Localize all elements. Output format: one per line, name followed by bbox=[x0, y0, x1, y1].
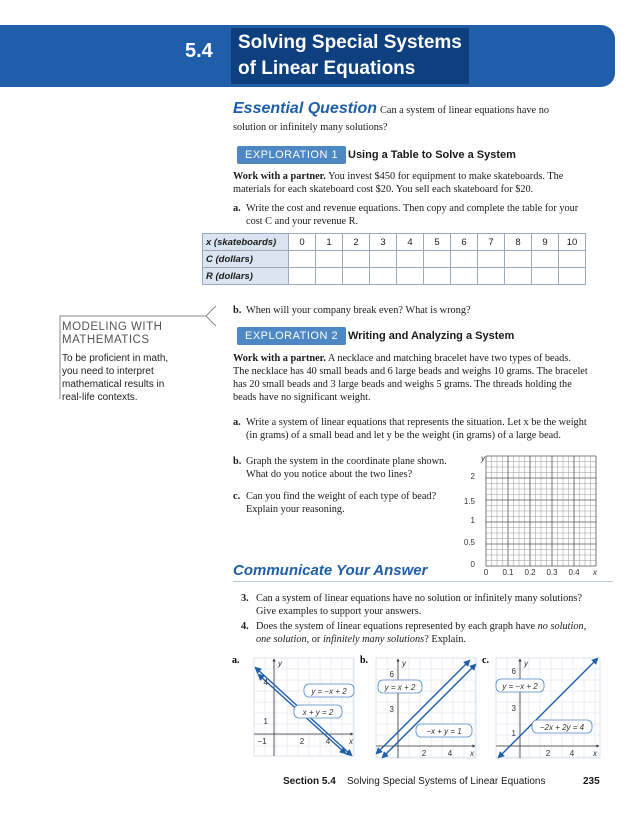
table-row-r bbox=[203, 268, 586, 285]
section-title-line2: of Linear Equations bbox=[238, 58, 416, 79]
grid-y-label: y bbox=[481, 454, 485, 463]
graph-a-y-tick: 4 bbox=[263, 678, 268, 687]
sidebar-heading1: MODELING WITH bbox=[62, 321, 163, 333]
table-cell: 7 bbox=[478, 234, 505, 251]
graph-a-y-label: y bbox=[278, 659, 282, 668]
section-number: 5.4 bbox=[185, 40, 213, 62]
exploration2-part-c-label: c. bbox=[233, 491, 241, 502]
grid-x-tick: 0 bbox=[483, 568, 489, 577]
q3-number: 3. bbox=[241, 593, 249, 604]
sidebar-line3: mathematical results in bbox=[62, 379, 165, 390]
graph-b-eq1: y = x + 2 bbox=[384, 683, 416, 692]
table-row-header: C (dollars) bbox=[203, 251, 289, 268]
q4-line1: Does the system of linear equations represented by each graph have no solution, bbox=[256, 621, 587, 632]
q4-number: 4. bbox=[241, 621, 249, 632]
graph-a-eq2: x + y = 2 bbox=[302, 708, 334, 717]
graph-b bbox=[360, 655, 476, 758]
exploration2-intro1: Work with a partner. A necklace and matching bracelet have two types of beads. bbox=[233, 353, 571, 364]
graph-c-y-tick: 3 bbox=[511, 704, 516, 713]
footer-page-number: 235 bbox=[583, 776, 600, 787]
cost-revenue-table bbox=[202, 233, 586, 285]
grid-y-tick: 1.5 bbox=[463, 497, 475, 506]
exploration1-intro2: materials for each skateboard cost $20. You sell each skateboard for $20. bbox=[233, 184, 534, 195]
graph-c-y-tick: 6 bbox=[511, 667, 516, 676]
footer-title: Solving Special Systems of Linear Equations bbox=[347, 776, 546, 787]
exploration1-part-a2: cost C and your revenue R. bbox=[246, 216, 359, 227]
footer-section: Section 5.4 bbox=[283, 776, 336, 787]
exploration1-badge: EXPLORATION 1 bbox=[237, 146, 346, 164]
essential-question-label: Essential Question bbox=[233, 100, 378, 117]
graph-c-eq1: y = −x + 2 bbox=[502, 682, 538, 691]
table-cell: 0 bbox=[289, 234, 316, 251]
essential-question-text2: solution or infinitely many solutions? bbox=[233, 122, 388, 133]
grid-x-tick: 0.4 bbox=[568, 568, 580, 577]
table-cell: 1 bbox=[316, 234, 343, 251]
table-row-x bbox=[203, 234, 586, 251]
exploration2-part-b-label: b. bbox=[233, 456, 242, 467]
graph-b-eq2: −x + y = 1 bbox=[426, 727, 462, 736]
table-cell: 8 bbox=[505, 234, 532, 251]
sidebar-line4: real-life contexts. bbox=[62, 392, 138, 403]
grid-x-tick: 0.1 bbox=[502, 568, 514, 577]
exploration1-title: Using a Table to Solve a System bbox=[348, 149, 516, 161]
graph-a-x-tick: 2 bbox=[299, 737, 305, 746]
graph-b-label: b. bbox=[360, 655, 369, 666]
graph-a-y-tick: 1 bbox=[263, 717, 268, 726]
graph-b-x-tick: 4 bbox=[447, 749, 453, 758]
table-cell: 5 bbox=[424, 234, 451, 251]
table-row-header: R (dollars) bbox=[203, 268, 289, 285]
exploration2-part-a2: (in grams) of a small bead and let y be the weight (in grams) of a large bead. bbox=[246, 430, 561, 441]
graph-b-x-label: x bbox=[470, 749, 474, 758]
grid-x-tick: 0.2 bbox=[524, 568, 536, 577]
graph-b-x-tick: 2 bbox=[421, 749, 427, 758]
grid-lines bbox=[486, 456, 596, 566]
essential-question-text1: Can a system of linear equations have no bbox=[380, 105, 549, 116]
section-title-line1: Solving Special Systems bbox=[238, 32, 462, 53]
exploration1-part-a1: Write the cost and revenue equations. Then copy and complete the table for your bbox=[246, 203, 579, 214]
graph-c-x-tick: 4 bbox=[569, 749, 575, 758]
exploration2-title: Writing and Analyzing a System bbox=[348, 330, 515, 342]
answer-graphs bbox=[232, 652, 612, 764]
exploration1-part-a-label: a. bbox=[233, 203, 241, 214]
grid-y-tick: 0 bbox=[470, 560, 475, 569]
graph-c-eq2: −2x + 2y = 4 bbox=[539, 723, 585, 732]
table-cell: 2 bbox=[343, 234, 370, 251]
sidebar-line2: you need to interpret bbox=[62, 366, 154, 377]
exploration1-part-b-label: b. bbox=[233, 305, 242, 316]
exploration2-part-a1: Write a system of linear equations that represents the situation. Let x be the weight bbox=[246, 417, 587, 428]
graph-b-y-tick: 6 bbox=[389, 670, 394, 679]
sidebar-heading2: MATHEMATICS bbox=[62, 334, 150, 346]
q3-line1: Can a system of linear equations have no solution or infinitely many solutions? bbox=[256, 593, 583, 604]
exploration2-intro2: The necklace has 40 small beads and 6 large beads and weighs 10 grams. The bracelet bbox=[233, 366, 588, 377]
grid-y-tick: 1 bbox=[470, 516, 475, 525]
exploration1-part-b: When will your company break even? What is wrong? bbox=[246, 305, 471, 316]
exploration2-part-c1: Can you find the weight of each type of bead? bbox=[246, 491, 437, 502]
graph-c-label: c. bbox=[482, 655, 489, 666]
graph-c-x-label: x bbox=[593, 749, 597, 758]
coordinate-grid bbox=[465, 452, 605, 580]
exploration2-badge: EXPLORATION 2 bbox=[237, 327, 346, 345]
exploration2-part-a-label: a. bbox=[233, 417, 241, 428]
graph-a-x-tick: 4 bbox=[325, 737, 331, 746]
table-row-c bbox=[203, 251, 586, 268]
table-row-header: x (skateboards) bbox=[203, 234, 289, 251]
grid-y-tick: 0.5 bbox=[463, 538, 475, 547]
exploration2-part-b2: What do you notice about the two lines? bbox=[246, 469, 413, 480]
table-cell: 3 bbox=[370, 234, 397, 251]
table-cell: 4 bbox=[397, 234, 424, 251]
communicate-heading: Communicate Your Answer bbox=[233, 562, 428, 579]
grid-x-tick: 0.3 bbox=[546, 568, 558, 577]
graph-a-x-tick: −1 bbox=[257, 737, 267, 746]
graph-b-y-label: y bbox=[402, 659, 406, 668]
q4-line2: one solution, or infinitely many solutions? Explain. bbox=[256, 634, 466, 645]
graph-c-y-label: y bbox=[524, 659, 528, 668]
exploration2-intro3: has 20 small beads and 3 large beads and weighs 5 grams. The threads holding the bbox=[233, 379, 572, 390]
graph-a-label: a. bbox=[232, 655, 240, 666]
exploration2-part-b1: Graph the system in the coordinate plane shown. bbox=[246, 456, 447, 467]
table-cell: 6 bbox=[451, 234, 478, 251]
graph-a-eq1: y = −x + 2 bbox=[311, 687, 347, 696]
exploration2-part-c2: Explain your reasoning. bbox=[246, 504, 345, 515]
graph-c bbox=[482, 655, 600, 758]
graph-a bbox=[232, 655, 354, 756]
grid-y-tick: 2 bbox=[470, 472, 475, 481]
table-cell: 9 bbox=[532, 234, 559, 251]
exploration1-intro: Work with a partner. You invest $450 for equipment to make skateboards. The bbox=[233, 171, 564, 182]
exploration2-intro4: beads have no significant weight. bbox=[233, 392, 371, 403]
communicate-rule bbox=[233, 581, 613, 582]
graph-c-y-tick: 1 bbox=[511, 729, 516, 738]
graph-b-y-tick: 3 bbox=[389, 705, 394, 714]
grid-x-label: x bbox=[593, 568, 597, 577]
table-cell: 10 bbox=[559, 234, 586, 251]
graph-a-x-label: x bbox=[349, 737, 353, 746]
sidebar-line1: To be proficient in math, bbox=[62, 353, 169, 364]
q3-line2: Give examples to support your answers. bbox=[256, 606, 422, 617]
graph-c-x-tick: 2 bbox=[545, 749, 551, 758]
